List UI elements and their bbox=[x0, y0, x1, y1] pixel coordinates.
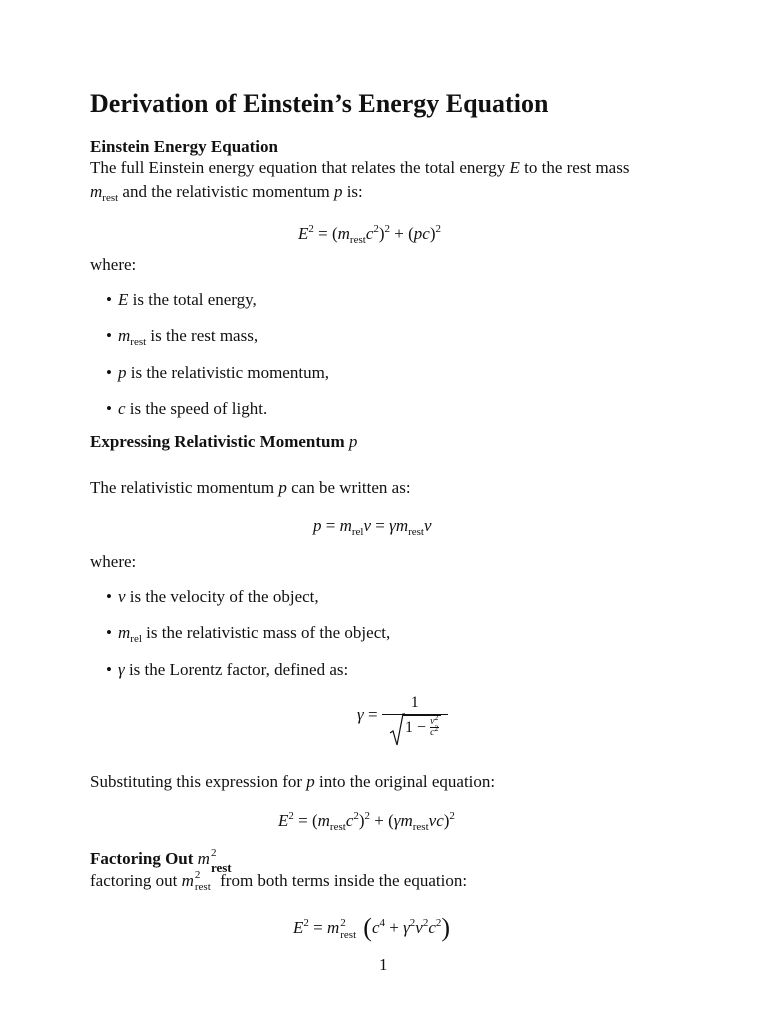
section1-intro-line2 bbox=[90, 181, 363, 204]
eq-c: c bbox=[345, 811, 354, 830]
sqrt-minus: − bbox=[413, 718, 431, 736]
eq-sub: rest bbox=[329, 821, 346, 833]
item-text: is the Lorentz factor, defined as: bbox=[124, 660, 349, 679]
list-item bbox=[106, 586, 319, 609]
var-p: p bbox=[278, 478, 287, 497]
heading-sub: rest bbox=[210, 860, 232, 875]
eq-op: + ( bbox=[370, 811, 394, 830]
eq-op: = bbox=[363, 705, 378, 724]
var: m bbox=[118, 326, 131, 345]
bullet: • bbox=[106, 326, 112, 345]
eq-exp: 2 bbox=[449, 810, 455, 822]
sub-text: Substituting this expression for bbox=[90, 772, 307, 791]
section-heading-relativistic-momentum bbox=[90, 431, 357, 454]
heading-var: p bbox=[348, 432, 358, 451]
eq-sub: rel bbox=[351, 526, 364, 538]
list-item bbox=[106, 622, 391, 645]
fact-text: factoring out bbox=[90, 871, 182, 890]
list-item bbox=[106, 659, 349, 682]
section-heading-factoring-out bbox=[90, 847, 242, 875]
eq-sub: rest bbox=[408, 526, 424, 538]
eq-c: c bbox=[428, 918, 436, 937]
bullet: • bbox=[106, 660, 112, 679]
eq-gamma: γ bbox=[403, 918, 410, 937]
frac-v: v bbox=[430, 715, 435, 727]
eq-exp: 4 bbox=[379, 917, 385, 929]
bullet: • bbox=[106, 363, 112, 382]
eq-m: m bbox=[337, 224, 350, 243]
sub: rest bbox=[130, 336, 147, 348]
m-rest-squared bbox=[197, 847, 242, 875]
eq-exp: 2 bbox=[435, 917, 442, 929]
eq-p: p bbox=[313, 516, 322, 535]
eq-op: + bbox=[384, 918, 404, 937]
eq-exp: 2 bbox=[409, 917, 416, 929]
eq-sub: rest bbox=[349, 234, 366, 246]
eq-exp: 2 bbox=[422, 917, 429, 929]
intro-text: The full Einstein energy equation that relates the total energy bbox=[90, 158, 510, 177]
intro-text: The relativistic momentum bbox=[90, 478, 279, 497]
bullet: • bbox=[106, 623, 112, 642]
frac-exp: 2 bbox=[434, 724, 439, 734]
sqrt bbox=[389, 712, 440, 739]
v2-over-c2 bbox=[430, 712, 439, 739]
fact-sub: rest bbox=[194, 881, 211, 893]
var: v bbox=[118, 587, 126, 606]
frac-exp: 2 bbox=[434, 712, 439, 722]
sup-sub-stack bbox=[339, 917, 363, 941]
var-m: m bbox=[181, 871, 194, 890]
item-text: is the total energy, bbox=[128, 290, 257, 309]
var-m: m bbox=[90, 182, 103, 201]
eq-m: m bbox=[317, 811, 330, 830]
eq-m: m bbox=[395, 516, 409, 535]
intro-text: can be written as: bbox=[286, 478, 411, 497]
where-label: where: bbox=[90, 255, 137, 274]
eq-m: m bbox=[339, 516, 352, 535]
fraction-denominator bbox=[382, 712, 448, 739]
eq-m: m bbox=[326, 918, 340, 937]
sqrt-one: 1 bbox=[405, 718, 414, 736]
lorentz-fraction bbox=[382, 692, 448, 739]
eq-v: v bbox=[363, 516, 372, 535]
sup-sub-stack bbox=[194, 869, 216, 893]
eq-E: E bbox=[298, 224, 309, 243]
var: γ bbox=[118, 660, 125, 679]
heading-text: Factoring Out bbox=[90, 849, 198, 868]
factoring-text bbox=[90, 870, 467, 893]
eq-gamma: γ bbox=[389, 516, 396, 535]
section1-intro-line1 bbox=[90, 157, 629, 180]
eq-gamma: γ bbox=[357, 705, 364, 724]
bullet: • bbox=[106, 587, 112, 606]
factored-equation bbox=[293, 910, 450, 945]
eq-E: E bbox=[278, 811, 289, 830]
eq-exp: 2 bbox=[364, 810, 371, 822]
page-number: 1 bbox=[379, 955, 388, 974]
fraction-numerator: 1 bbox=[410, 694, 419, 711]
fact-text: from both terms inside the equation: bbox=[215, 871, 468, 890]
eq-sub: rest bbox=[412, 821, 429, 833]
section-heading-einstein-energy-equation: Einstein Energy Equation bbox=[90, 137, 278, 156]
item-text: is the rest mass, bbox=[146, 326, 259, 345]
bullet: • bbox=[106, 399, 112, 418]
document-title: Derivation of Einstein’s Energy Equation bbox=[90, 89, 549, 118]
var: p bbox=[118, 363, 127, 382]
eq-op: = bbox=[308, 918, 327, 937]
eq-op: = bbox=[371, 516, 390, 535]
eq-v: v bbox=[415, 918, 423, 937]
section2-intro bbox=[90, 477, 411, 500]
eq-exp: 2 bbox=[435, 223, 441, 235]
eq-op: + ( bbox=[390, 224, 414, 243]
eq-E: E bbox=[293, 918, 304, 937]
item-text: is the relativistic momentum, bbox=[126, 363, 330, 382]
eq-exp: 2 bbox=[303, 917, 309, 929]
heading-m: m bbox=[197, 849, 210, 868]
radical-sign bbox=[389, 713, 405, 747]
eq-c: c bbox=[371, 918, 380, 937]
item-text: is the velocity of the object, bbox=[125, 587, 319, 606]
var-p: p bbox=[306, 772, 315, 791]
eq-exp: 2 bbox=[308, 223, 314, 235]
frac-c: c bbox=[430, 727, 435, 739]
lorentz-factor-equation bbox=[357, 692, 448, 739]
var: c bbox=[118, 399, 126, 418]
eq-op: = bbox=[321, 516, 340, 535]
intro-text: is: bbox=[342, 182, 363, 201]
eq-c: c bbox=[365, 224, 374, 243]
eq-pc: pc bbox=[413, 224, 430, 243]
intro-text: and the relativistic momentum bbox=[118, 182, 334, 201]
bullet: • bbox=[106, 290, 112, 309]
eq-op: ) bbox=[358, 811, 365, 830]
var-E: E bbox=[509, 158, 520, 177]
momentum-equation bbox=[313, 515, 432, 538]
list-item bbox=[106, 289, 257, 312]
sub-text: into the original equation: bbox=[314, 772, 496, 791]
big-paren: ( bbox=[363, 913, 372, 942]
var-p: p bbox=[333, 182, 343, 201]
eq-exp: 2 bbox=[340, 917, 346, 929]
where-label: where: bbox=[90, 552, 137, 571]
heading-exp: 2 bbox=[210, 847, 217, 859]
intro-text: to the rest mass bbox=[519, 158, 630, 177]
item-text: is the relativistic mass of the object, bbox=[141, 623, 391, 642]
eq-exp: 2 bbox=[384, 223, 391, 235]
item-text: is the speed of light. bbox=[125, 399, 268, 418]
eq-exp: 2 bbox=[288, 810, 294, 822]
energy-momentum-equation bbox=[298, 223, 441, 246]
eq-m: m bbox=[400, 811, 413, 830]
list-item bbox=[106, 398, 268, 421]
eq-op: = ( bbox=[293, 811, 318, 830]
sub: rel bbox=[130, 633, 142, 645]
eq-v: v bbox=[424, 516, 432, 535]
var: m bbox=[118, 623, 131, 642]
list-item bbox=[106, 325, 259, 348]
big-paren: ) bbox=[441, 913, 451, 942]
eq-op: ) bbox=[429, 224, 436, 243]
eq-vc: vc bbox=[428, 811, 444, 830]
list-item bbox=[106, 362, 330, 385]
substituted-equation bbox=[278, 810, 455, 833]
eq-op: ) bbox=[378, 224, 385, 243]
eq-op: = ( bbox=[313, 224, 338, 243]
eq-exp: 2 bbox=[353, 810, 359, 822]
var: E bbox=[118, 290, 129, 309]
fact-exp: 2 bbox=[194, 869, 201, 881]
substituting-text bbox=[90, 771, 495, 794]
sub-rest: rest bbox=[102, 192, 119, 204]
eq-op: ) bbox=[443, 811, 450, 830]
eq-gamma: γ bbox=[393, 811, 401, 830]
eq-sub: rest bbox=[340, 929, 357, 941]
heading-text: Expressing Relativistic Momentum bbox=[90, 432, 349, 451]
eq-exp: 2 bbox=[373, 223, 379, 235]
